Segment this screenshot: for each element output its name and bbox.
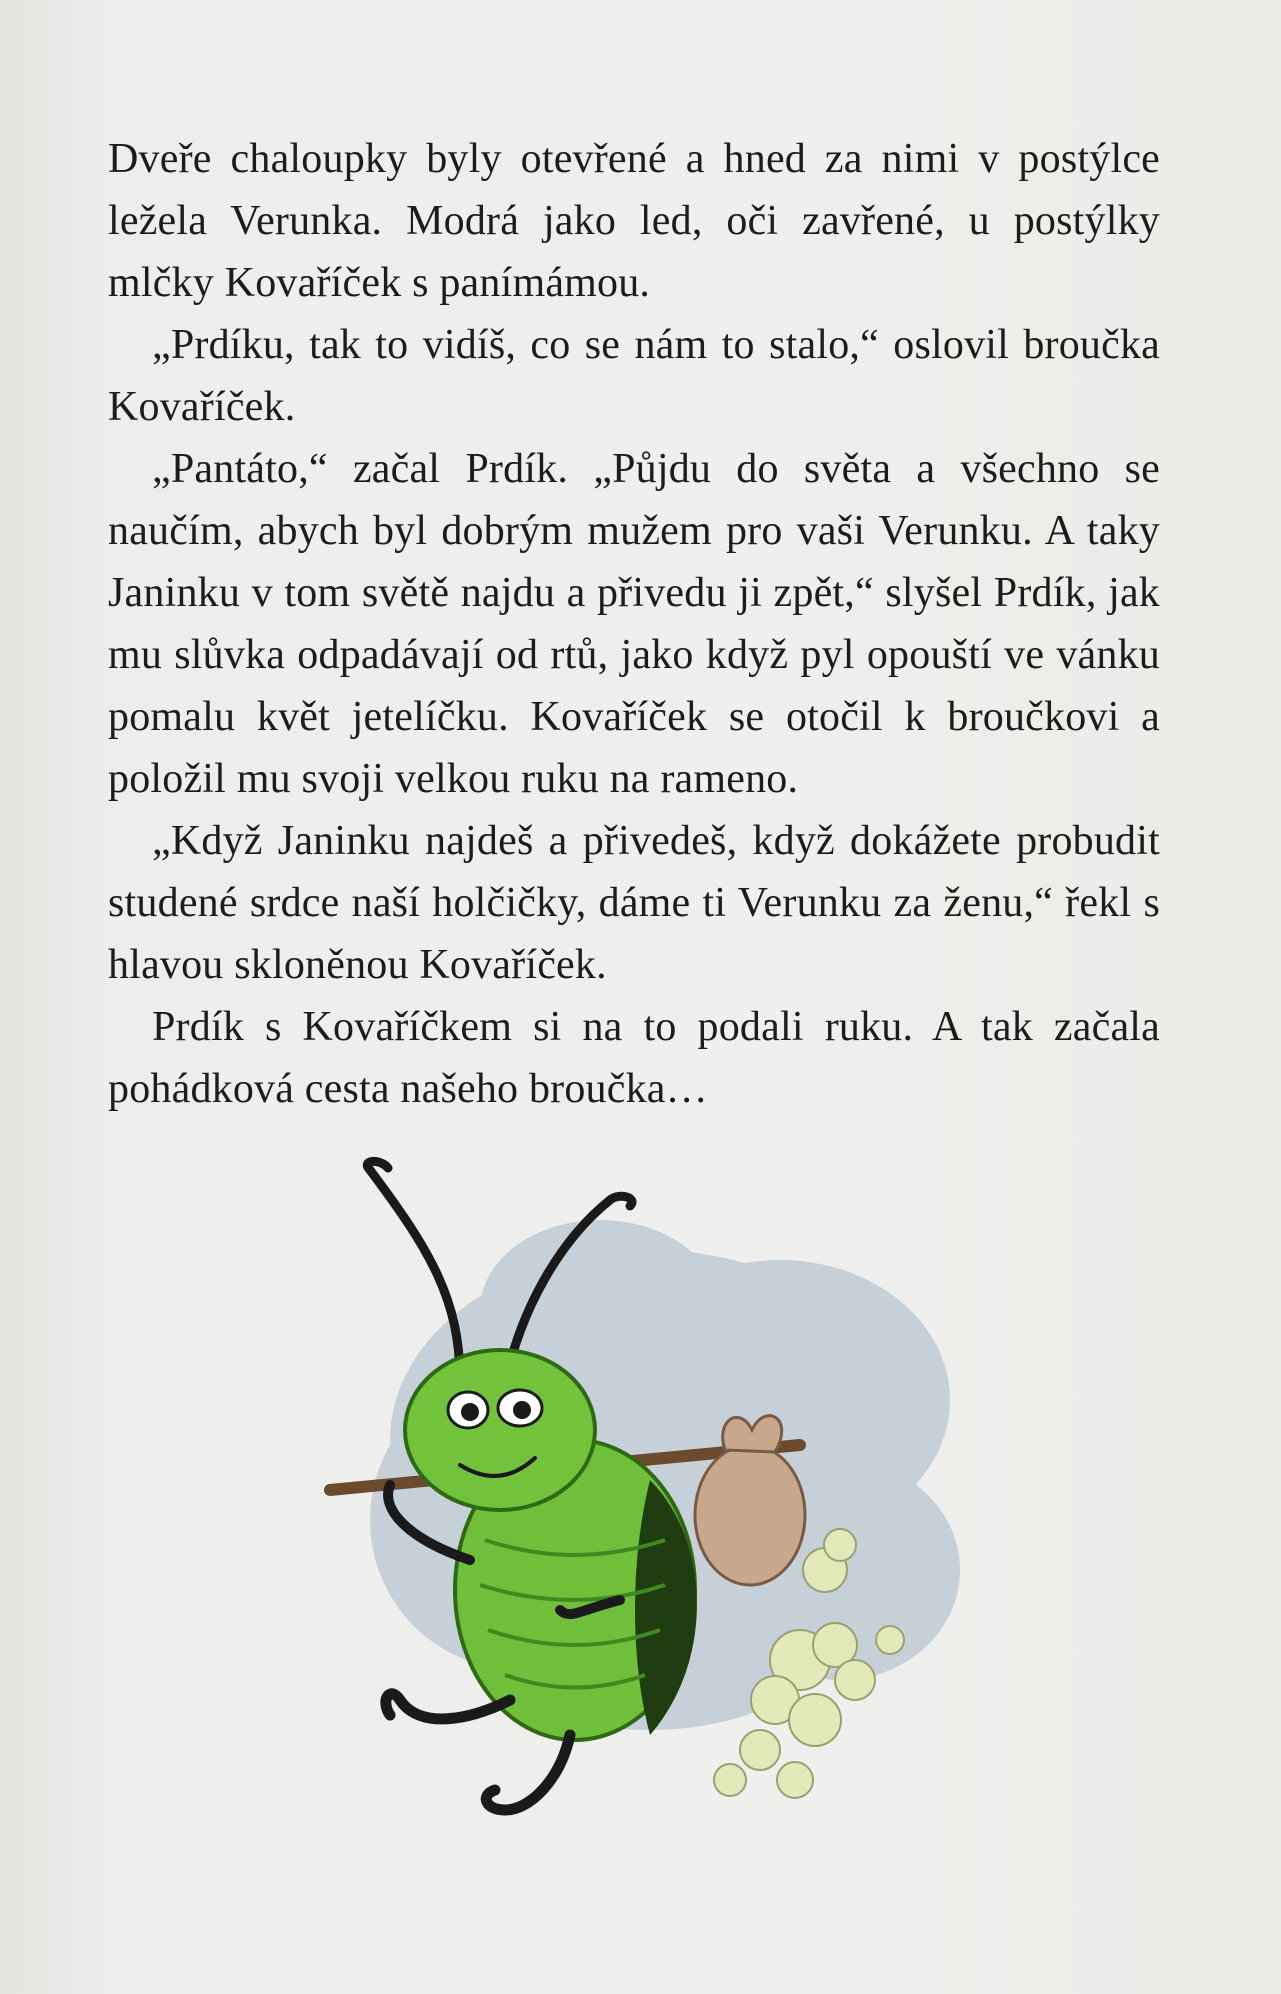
beetle-illustration [320,1140,1020,1860]
paragraph-5: Prdík s Kovaříčkem si na to podali ruku. A tak začala pohádková cesta našeho broučka… [108,1004,1160,1112]
story-text [108,128,1160,1120]
paragraph-3: „Pantáto,“ začal Prdík. „Půjdu do světa a všechno se naučím, abych byl dobrým mužem pro vaši Verunku. A taky Janinku v tom světě najdu a přivedu ji zpět,“ slyšel Prdík, jak mu slůvka odpadávají od rtů, jako když pyl opouští ve vánku pomalu květ jetelíčku. Kovaříček se otočil k broučkovi a položil mu svoji velkou ruku na rameno. [108,446,1160,802]
beetle-drawing [320,1140,1020,1860]
paragraph-4: „Když Janinku najdeš a přivedeš, když dokážete probudit studené srdce naší holčičky, dáme ti Verunku za ženu,“ řekl s hlavou skloněnou Kovaříček. [108,818,1160,988]
beetle-head [405,1350,595,1510]
paragraph-2: „Prdíku, tak to vidíš, co se nám to stalo,“ oslovil broučka Kovaříček. [108,322,1160,430]
paragraph-1: Dveře chaloupky byly otevřené a hned za nimi v postýlce ležela Verunka. Modrá jako led, oči zavřené, u postýlky mlčky Kovaříček s panímámou. [108,136,1160,306]
